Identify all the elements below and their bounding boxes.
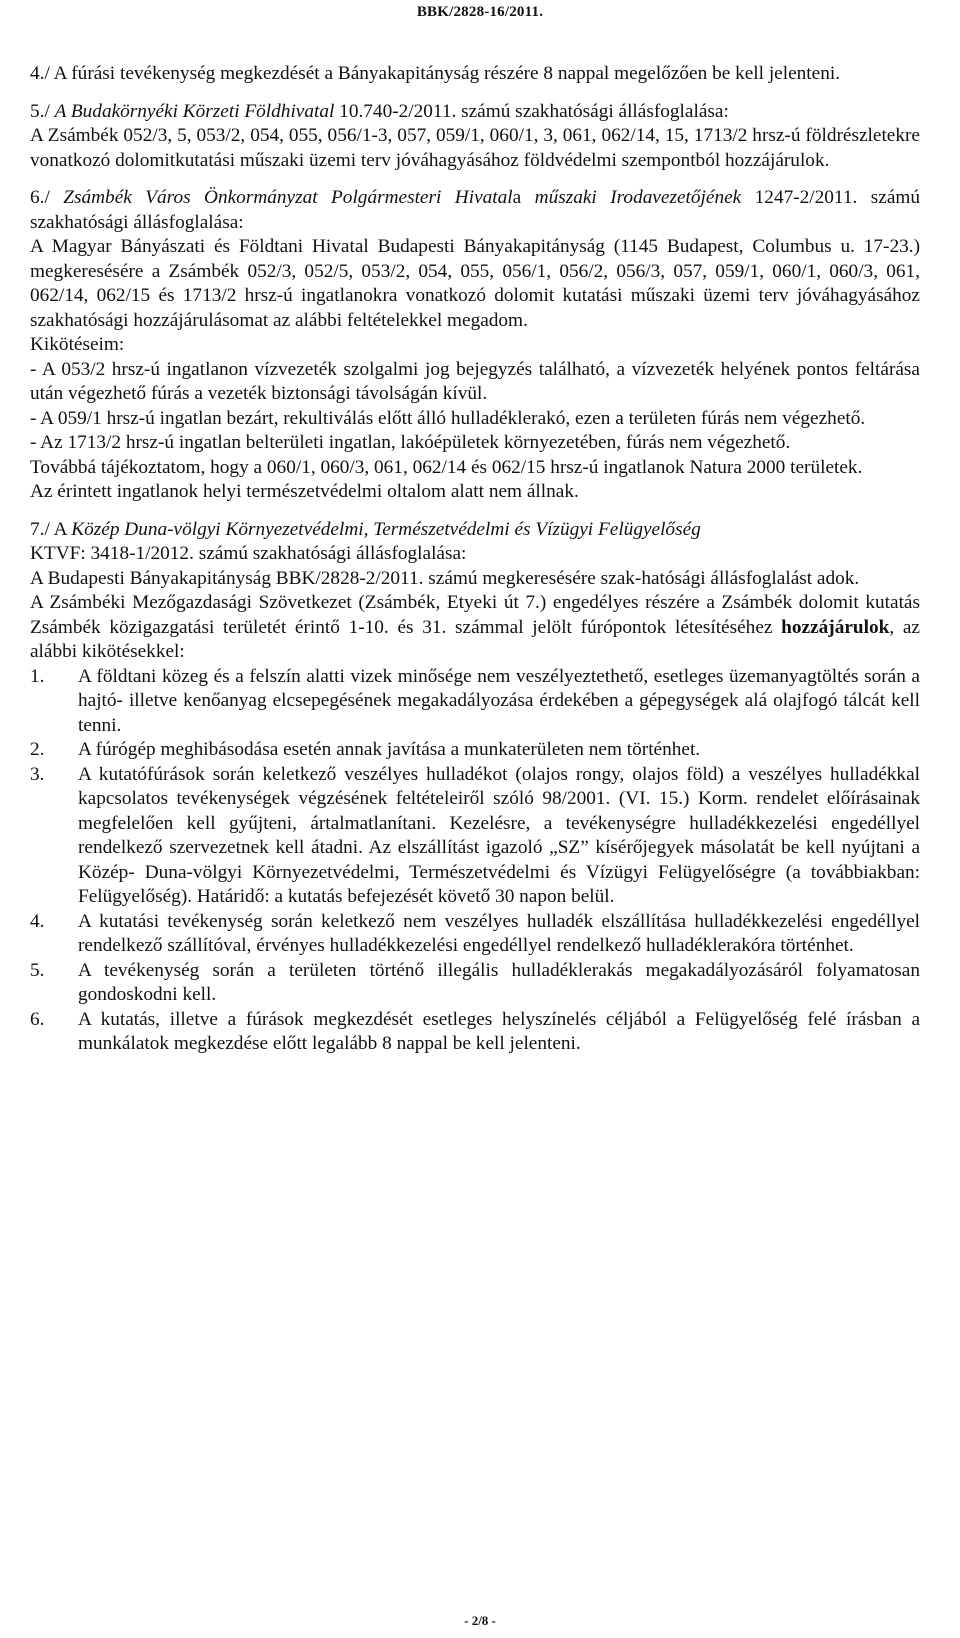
section-6-condition-3: - Az 1713/2 hrsz-ú ingatlan belterületi ingatlan, lakóépületek környezetében, fúrás nem végezhető.	[30, 432, 791, 453]
section-5-reference: 10.740-2/2011. számú szakhatósági állásfoglalása:	[334, 100, 729, 122]
section-7-item	[30, 910, 920, 959]
item-text: A fúrógép meghibásodása esetén annak javítása a munkaterületen nem történhet.	[78, 739, 701, 760]
item-text: A tevékenység során a területen történő illegális hulladéklerakás megakadályozásáról folyamatosan gondoskodni kell.	[78, 959, 920, 1005]
section-7-item	[30, 738, 920, 763]
section-7-body-bold: hozzájárulok	[781, 616, 890, 638]
section-6-condition-1: - A 053/2 hrsz-ú ingatlanon vízvezeték szolgalmi jog bejegyzés található, a vízvezeték helyének pontos feltárása után végezhető fúrás a vezeték biztonsági távolságán kívül.	[30, 358, 920, 404]
section-6-reference: 1247-2/2011. számú szakhatósági állásfoglalása:	[30, 187, 921, 233]
item-number: 4.	[30, 910, 45, 932]
section-7-body	[30, 591, 920, 665]
item-number: 2.	[30, 739, 45, 760]
item-number: 1.	[30, 665, 45, 687]
item-number: 6.	[30, 1008, 45, 1030]
section-6-body: A Magyar Bányászati és Földtani Hivatal Budapesti Bányakapitányság (1145 Budapest, Columbus u. 17-23.) megkeresésére a Zsámbék 052/3, 052/5, 053/2, 054, 055, 056/1, 056/2, 056/3, 057, 059/1, 060/1, 060/3, 061, 062/14, 062/15 és 1713/2 hrsz-ú ingatlanokra vonatkozó dolomit kutatási műszaki üzemi terv jóváhagyásához szakhatósági hozzájárulásomat az alábbi feltételekkel megadom.	[30, 236, 920, 331]
section-7-intro: A Budapesti Bányakapitányság BBK/2828-2/2011. számú megkeresésére szak-hatósági állásfoglalást adok.	[30, 567, 860, 589]
item-number: 5.	[30, 959, 45, 981]
section-6-role: műszaki Irodavezetőjének	[534, 187, 742, 208]
section-5-body: A Zsámbék 052/3, 5, 053/2, 054, 055, 056/1-3, 057, 059/1, 060/1, 3, 061, 062/14, 15, 1713/2 hrsz-ú földrészletekre vonatkozó dolomitkutatási műszaki üzemi terv jóváhagyásához földvédelmi szempontból hozzájárulok.	[30, 125, 920, 171]
section-6-conditions-label: Kikötéseim:	[30, 334, 125, 355]
item-text: A kutatási tevékenység során keletkező nem veszélyes hulladék elszállítása hulladékkezelési engedéllyel rendelkező szállítóval, érvényes hulladékkezelési engedéllyel rendelkező hulladéklerakóra történhet.	[78, 910, 920, 956]
item-text: A kutatás, illetve a fúrások megkezdését esetleges helyszínelés céljából a Felügyelőség felé írásban a munkálatok megkezdése előtt legalább 8 nappal be kell jelenteni.	[78, 1008, 920, 1054]
paragraph-spacer	[30, 173, 920, 186]
section-5-prefix: 5./	[30, 100, 55, 122]
section-7-item	[30, 1008, 920, 1057]
document-body	[30, 62, 920, 1057]
section-7-item	[30, 665, 920, 739]
document-reference-header: BBK/2828-16/2011.	[416, 4, 544, 20]
section-7-body-before: A Zsámbéki Mezőgazdasági Szövetkezet (Zsámbék, Etyeki út 7.) engedélyes részére a Zsámbék dolomit kutatás Zsámbék közigazgatási területét érintő 1-10. és 31. számmal jelölt fúrópontok létesítéséhez	[30, 592, 920, 638]
section-7-body-after: , az alábbi kikötésekkel:	[30, 616, 920, 662]
section-7-reference: KTVF: 3418-1/2012. számú szakhatósági állásfoglalása:	[30, 543, 467, 564]
section-6-natura-notice: Továbbá tájékoztatom, hogy a 060/1, 060/3, 061, 062/14 és 062/15 hrsz-ú ingatlanok Natura 2000 területek.	[30, 456, 863, 478]
section-6-mid: a	[512, 187, 535, 208]
item-number: 3.	[30, 763, 45, 785]
section-6-heading	[30, 186, 920, 235]
item-text: A kutatófúrások során keletkező veszélyes hulladékot (olajos rongy, olajos föld) a veszélyes hulladékkal kapcsolatos tevékenységek végzésének feltételeiről szóló 98/2001. (VI. 15.) Korm. rendelet előírásainak megfelelően kell gyűjteni, ártalmatlanítani. Kezelésre, a tevékenységre hulladékkezelési engedéllyel rendelkező szervezetnek kell átadni. Az elszállítást igazoló „SZ” kísérőjegyek másolatát be kell nyújtani a Közép- Duna-völgyi Környezetvédelmi, Természetvédelmi és Vízügyi Felügyelőségre (a továbbiakban: Felügyelőség). Határidő: a kutatás befejezését követő 30 napon belül.	[78, 763, 920, 907]
section-6-condition-2: - A 059/1 hrsz-ú ingatlan bezárt, rekultiválás előtt álló hulladéklerakó, ezen a területen fúrás nem végezhető.	[30, 407, 866, 429]
section-6-authority: Zsámbék Város Önkormányzat Polgármesteri Hivatal	[63, 187, 513, 208]
section-6-nature-protection-notice: Az érintett ingatlanok helyi természetvédelmi oltalom alatt nem állnak.	[30, 481, 579, 502]
section-7-heading	[30, 518, 920, 543]
section-6-prefix: 6./	[30, 187, 64, 208]
section-7-prefix: 7./ A	[30, 518, 72, 540]
paragraph-spacer	[30, 87, 920, 100]
section-7-authority: Közép Duna-völgyi Környezetvédelmi, Természetvédelmi és Vízügyi Felügyelőség	[71, 518, 701, 540]
item-text: A földtani közeg és a felszín alatti vizek minősége nem veszélyeztethető, esetleges üzemanyagtöltés során a hajtó- illetve kenőanyag elcsepegésének megakadályozása érdekében a gépegységek alá olajfogó tálcát kell tenni.	[78, 665, 920, 736]
section-5-heading	[30, 100, 920, 125]
section-4-paragraph: 4./ A fúrási tevékenység megkezdését a Bányakapitányság részére 8 nappal megelőzően be kell jelenteni.	[30, 63, 841, 84]
section-7-item	[30, 763, 920, 910]
section-7-item	[30, 959, 920, 1008]
paragraph-spacer	[30, 505, 920, 518]
page-number-footer: - 2/8 -	[464, 1613, 496, 1628]
section-5-authority: A Budakörnyéki Körzeti Földhivatal	[54, 100, 335, 122]
